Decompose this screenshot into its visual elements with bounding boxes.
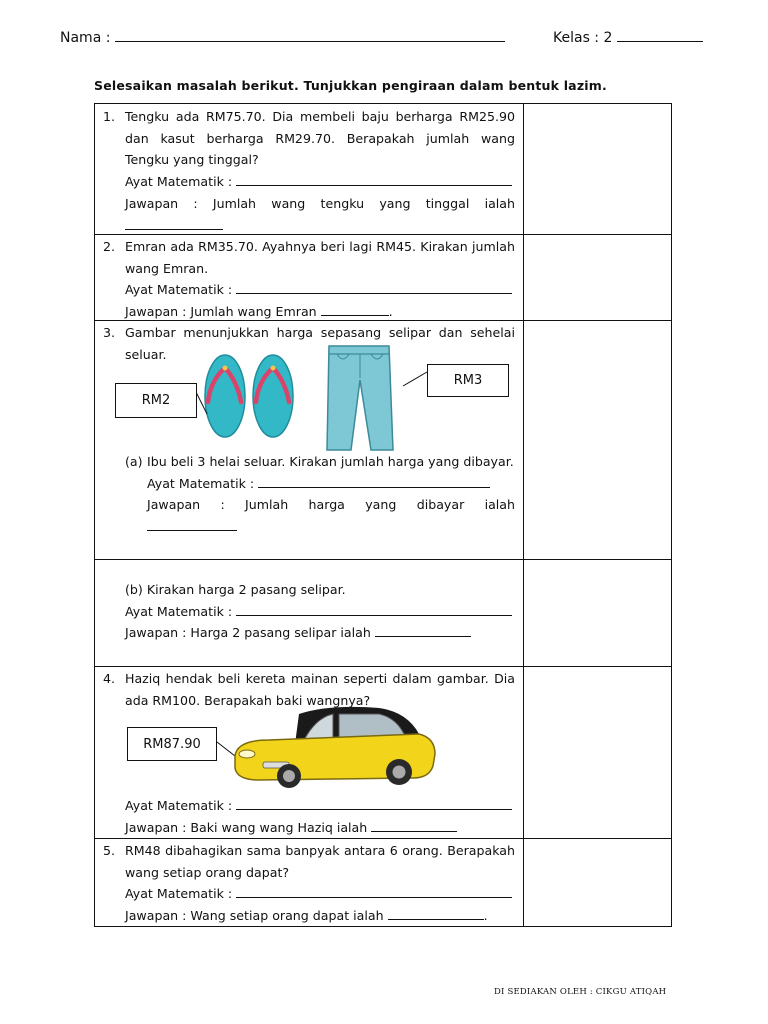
math-sentence-blank[interactable] <box>236 603 512 616</box>
question-3a <box>95 451 523 538</box>
question-number: 1. <box>103 109 116 124</box>
part-text: (b) Kirakan harga 2 pasang selipar. <box>125 582 346 597</box>
math-sentence-label: Ayat Matematik : <box>147 475 255 491</box>
question-number: 2. <box>103 239 116 254</box>
question-number: 5. <box>103 843 116 858</box>
question-text: Emran ada RM35.70. Ayahnya beri lagi RM45. Kirakan jumlah wang Emran. <box>125 239 515 276</box>
price-trousers-text: RM3 <box>453 373 483 388</box>
price-tag-trousers <box>427 364 509 397</box>
answer-label: Jawapan : Jumlah wang tengku yang tinggal ialah <box>125 195 515 211</box>
answer-blank[interactable] <box>388 907 484 920</box>
answer-blank[interactable] <box>371 819 457 832</box>
answer-blank[interactable] <box>147 518 237 531</box>
part-text: Ibu beli 3 helai seluar. Kirakan jumlah harga yang dibayar. <box>147 454 514 469</box>
worksheet-table <box>94 103 672 927</box>
question-number: 4. <box>103 671 116 686</box>
question-text: Gambar menunjukkan harga sepasang selipar dan sehelai seluar. <box>125 325 515 362</box>
toy-car-image <box>229 704 441 788</box>
price-slippers-text: RM2 <box>141 393 171 408</box>
class-label: Kelas : 2 <box>553 30 613 46</box>
math-sentence-label: Ayat Matematik : <box>125 174 233 190</box>
math-sentence-blank[interactable] <box>236 797 512 810</box>
math-sentence-label: Ayat Matematik : <box>125 282 233 298</box>
class-blank[interactable] <box>617 28 703 42</box>
question-text: Tengku ada RM75.70. Dia membeli baju berharga RM25.90 dan kasut berharga RM29.70. Berapakah jumlah wang Tengku yang tinggal? <box>125 109 515 168</box>
answer-label: Jawapan : Baki wang wang Haziq ialah <box>125 819 368 835</box>
answer-label: Jawapan : Harga 2 pasang selipar ialah <box>125 625 371 641</box>
price-tag-slippers <box>115 383 197 418</box>
name-label: Nama : <box>60 30 111 46</box>
class-field[interactable] <box>553 28 703 46</box>
answer-end: . <box>483 908 488 924</box>
part-label: (a) <box>125 454 143 469</box>
question-number: 3. <box>103 325 116 340</box>
question-4-answer <box>95 795 523 838</box>
instruction-text: Selesaikan masalah berikut. Tunjukkan pengiraan dalam bentuk lazim. <box>94 78 607 93</box>
question-text: RM48 dibahagikan sama banpyak antara 6 orang. Berapakah wang setiap orang dapat? <box>125 843 515 880</box>
answer-label: Jawapan : Jumlah harga yang dibayar ialah <box>147 497 515 513</box>
math-sentence-label: Ayat Matematik : <box>125 886 233 902</box>
answer-blank[interactable] <box>375 624 471 637</box>
answer-label: Jawapan : Jumlah wang Emran <box>125 304 317 320</box>
column-divider <box>523 104 524 926</box>
question-5 <box>95 840 523 927</box>
question-3b <box>95 579 523 644</box>
name-field[interactable] <box>60 28 505 46</box>
question-text: Haziq hendak beli kereta mainan seperti dalam gambar. Dia ada RM100. Berapakah baki wangnya? <box>125 671 515 708</box>
name-blank[interactable] <box>115 28 505 42</box>
price-car-text: RM87.90 <box>143 736 201 752</box>
answer-end: . <box>388 304 393 320</box>
answer-label: Jawapan : Wang setiap orang dapat ialah <box>125 908 384 924</box>
math-sentence-label: Ayat Matematik : <box>125 603 233 619</box>
math-sentence-blank[interactable] <box>236 885 512 898</box>
price-tag-car <box>127 727 217 761</box>
footer-credit: DI SEDIAKAN OLEH : CIKGU ATIQAH <box>494 987 667 997</box>
math-sentence-label: Ayat Matematik : <box>125 798 233 813</box>
math-sentence-blank[interactable] <box>258 475 490 488</box>
